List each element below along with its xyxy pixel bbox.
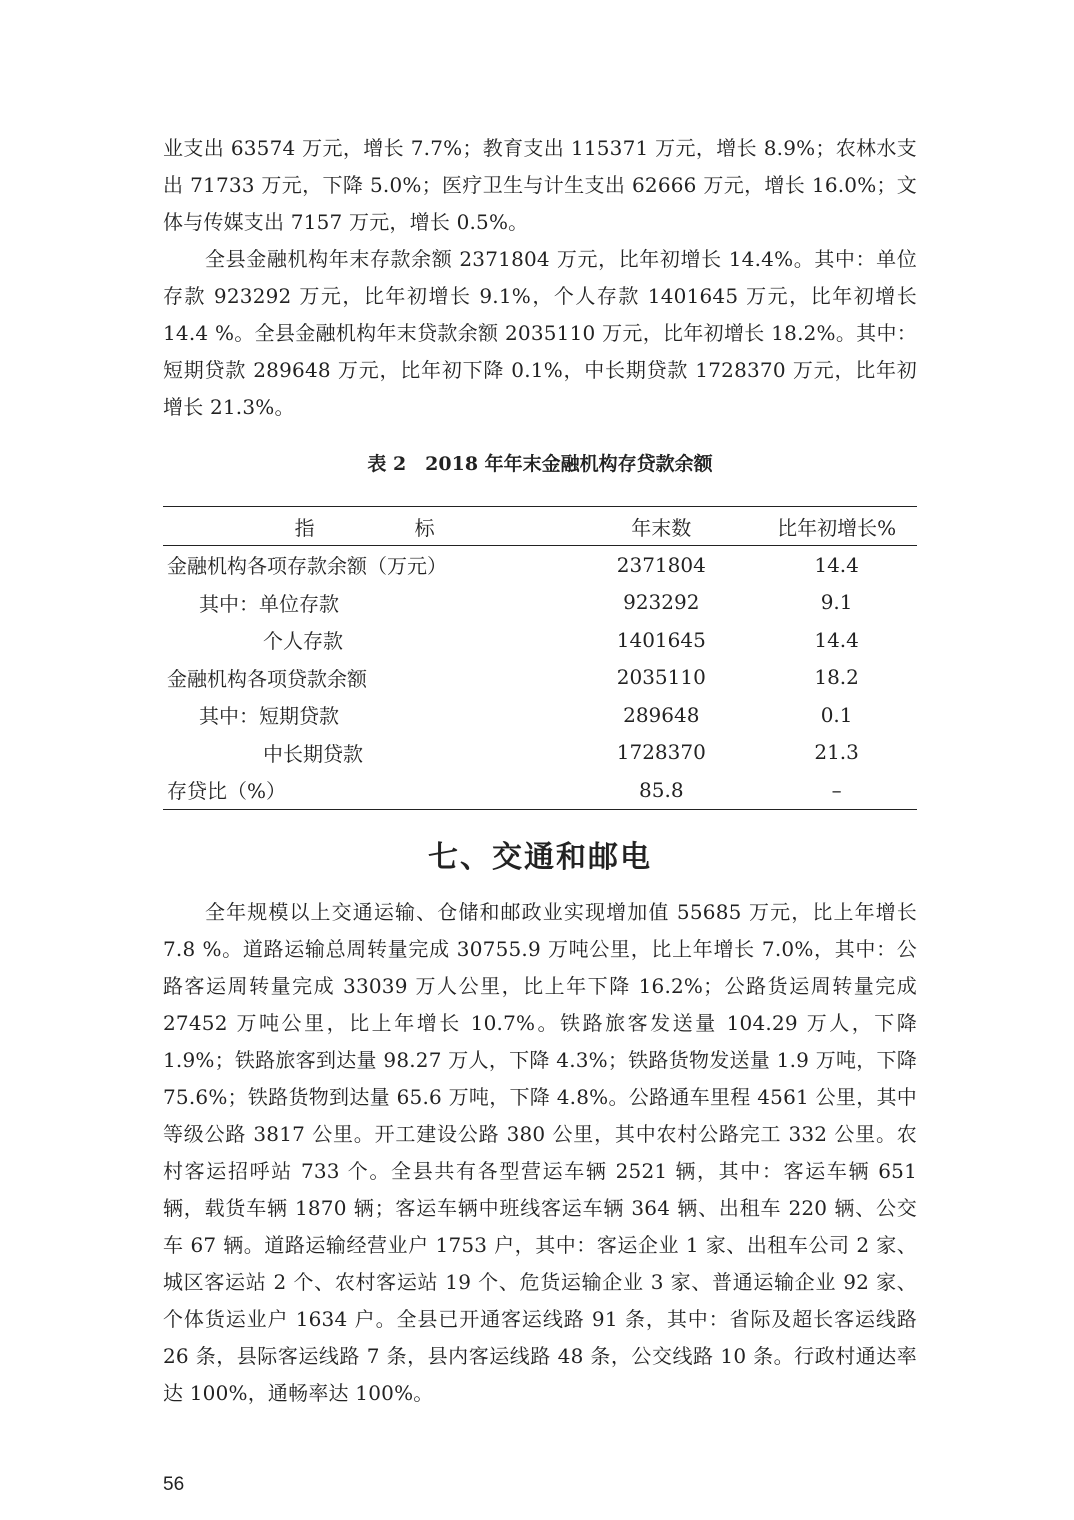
table-row — [163, 621, 917, 659]
table-row — [163, 771, 917, 809]
table-header-row — [163, 507, 917, 546]
finance-table — [163, 506, 917, 810]
table-row — [163, 659, 917, 697]
table-row — [163, 546, 917, 584]
row-growth: – — [756, 771, 917, 809]
header-year-end: 年末数 — [566, 507, 756, 546]
row-growth: 14.4 — [814, 627, 859, 652]
row-value: 85.8 — [566, 771, 756, 809]
row-value: 2035110 — [616, 665, 706, 690]
row-value: 289648 — [623, 702, 700, 727]
table-row — [163, 584, 917, 622]
row-indicator: 存贷比（%） — [163, 771, 566, 809]
row-growth: 0.1 — [820, 702, 853, 727]
row-indicator: 个人存款 — [263, 629, 343, 654]
row-value: 1728370 — [616, 740, 706, 765]
paragraph-transport: 全年规模以上交通运输、仓储和邮政业实现增加值 55685 万元，比上年增长 7.8 %。道路运输总周转量完成 30755.9 万吨公里，比上年增长 7.0%，其中：公路客运周转量完成 33039 万人公里，比上年下降 16.2%；公路货运周转量完成 27452 万吨公里，比上年增长 10.7%。铁路旅客发送量 104.29 万人，下降 1.9%；铁路旅客到达量 98.27 万人，下降 4.3%；铁路货物发送量 1.9 万吨，下降 75.6%；铁路货物到达量 65.6 万吨，下降 4.8%。公路通车里程 4561 公里，其中等级公路 3817 公里。开工建设公路 380 公里，其中农村公路完工 332 公里。农村客运招呼站 733 个。全县共有各型营运车辆 2521 辆，其中：客运车辆 651 辆，载货车辆 1870 辆；客运车辆中班线客运车辆 364 辆、出租车 220 辆、公交车 67 辆。道路运输经营业户 1753 户，其中：客运企业 1 家、出租车公司 2 家、城区客运站 2 个、农村客运站 19 个、危货运输企业 3 家、普通运输企业 92 家、个体货运业户 1634 户。全县已开通客运线路 91 条，其中：省际及超长客运线路 26 条，县际客运线路 7 条，县内客运线路 48 条，公交线路 10 条。行政村通达率达 100%，通畅率达 100%。 — [163, 899, 917, 1405]
row-growth: 21.3 — [814, 740, 859, 765]
row-indicator: 中长期贷款 — [263, 741, 363, 766]
row-value: 2371804 — [616, 552, 706, 577]
header-growth: 比年初增长% — [756, 507, 917, 546]
table-caption: 表 2 2018 年年末金融机构存贷款余额 — [367, 453, 713, 475]
section-title: 七、交通和邮电 — [428, 839, 652, 875]
row-value: 923292 — [623, 590, 700, 615]
paragraph-finance: 全县金融机构年末存款余额 2371804 万元，比年初增长 14.4%。其中：单位存款 923292 万元，比年初增长 9.1%，个人存款 1401645 万元，比年初增长 14.4 %。全县金融机构年末贷款余额 2035110 万元，比年初增长 18.2%。其中：短期贷款 289648 万元，比年初下降 0.1%，中长期贷款 1728370 万元，比年初增长 21.3%。 — [163, 247, 917, 419]
document-page — [163, 130, 917, 1412]
row-indicator: 金融机构各项贷款余额 — [167, 666, 367, 691]
table-row — [163, 696, 917, 734]
paragraph-budget: 业支出 63574 万元，增长 7.7%；教育支出 115371 万元，增长 8.9%；农林水支出 71733 万元，下降 5.0%；医疗卫生与计生支出 62666 万元，增长 16.0%；文体与传媒支出 7157 万元，增长 0.5%。 — [163, 136, 917, 234]
table-row — [163, 734, 917, 772]
header-indicator: 指 标 — [163, 507, 566, 546]
page-number: 56 — [163, 1474, 185, 1495]
row-growth: 14.4 — [814, 552, 859, 577]
row-growth: 9.1 — [820, 590, 853, 615]
row-indicator: 其中：单位存款 — [199, 591, 339, 616]
row-value: 1401645 — [616, 627, 706, 652]
row-indicator: 金融机构各项存款余额（万元） — [167, 554, 447, 579]
row-indicator: 其中：短期贷款 — [199, 704, 339, 729]
row-growth: 18.2 — [814, 665, 859, 690]
